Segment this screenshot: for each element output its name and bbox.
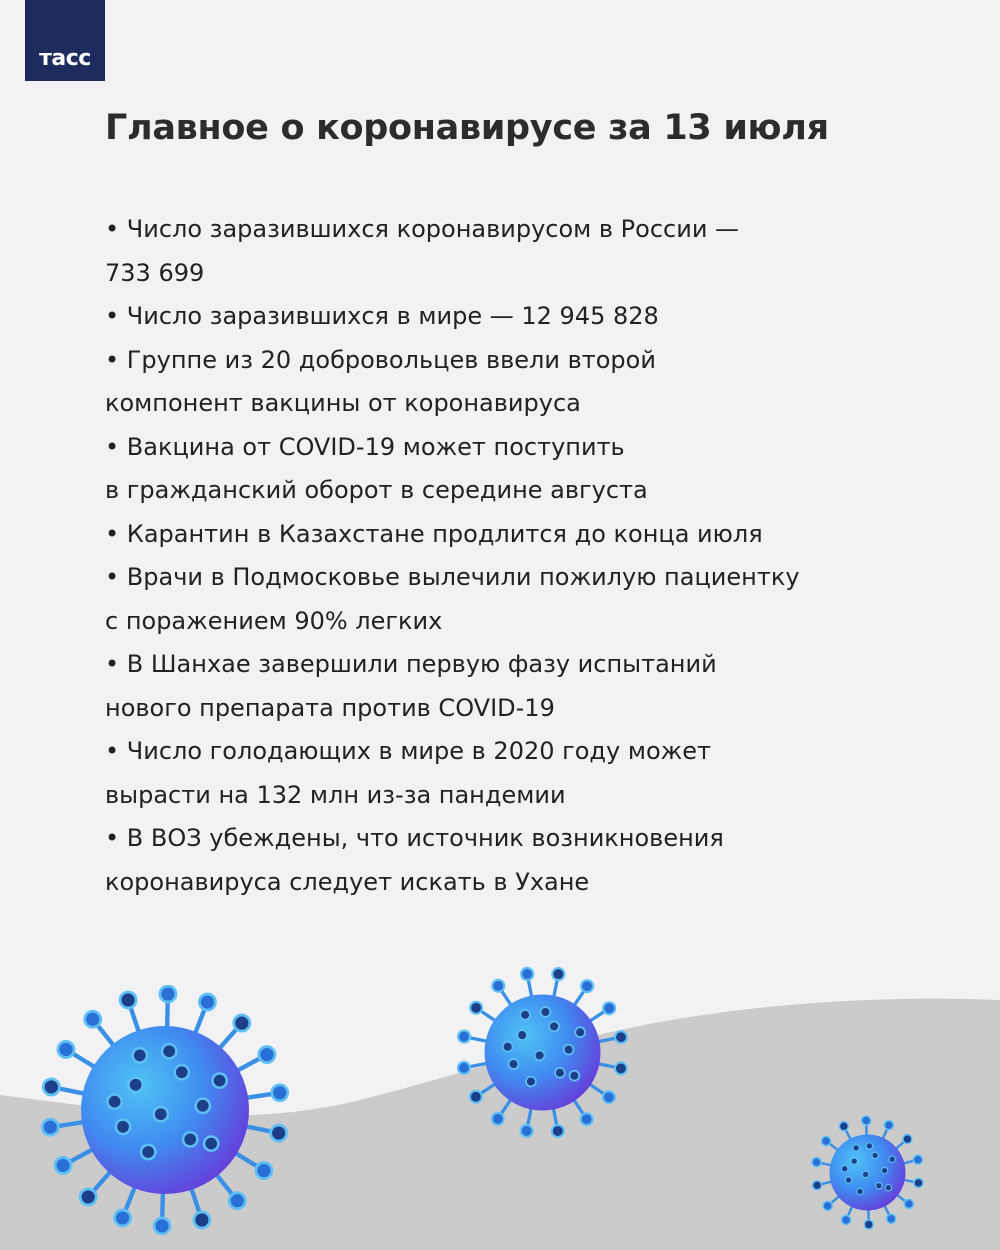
news-item [105, 643, 905, 730]
news-item [105, 426, 905, 513]
news-item-line: • Число голодающих в мире в 2020 году может [105, 737, 711, 765]
news-item-line: • Группе из 20 добровольцев ввели второй [105, 345, 656, 374]
news-item-line: • Вакцина от COVID-19 может поступить [105, 432, 625, 461]
news-item-line: нового препарата против COVID-19 [105, 693, 555, 722]
coronavirus-icon [810, 1115, 925, 1230]
news-item [105, 556, 905, 643]
news-item [105, 817, 905, 904]
news-item-line: • В ВОЗ убеждены, что источник возникновения [105, 824, 724, 852]
news-item-line: • Число заразившихся в мире — 12 945 828 [105, 302, 659, 330]
news-item-line: вырасти на 132 млн из-за пандемии [105, 780, 566, 809]
news-list [105, 208, 905, 904]
news-item-line: • Число заразившихся коронавирусом в России — [105, 215, 740, 243]
tass-logo-text: тасс [39, 46, 91, 71]
news-item [105, 295, 905, 339]
news-item [105, 339, 905, 426]
news-item-line: • Врачи в Подмосковье вылечили пожилую пациентку [105, 563, 800, 591]
news-item-line: 733 699 [105, 258, 205, 287]
coronavirus-icon [40, 985, 290, 1235]
tass-logo [25, 0, 105, 81]
page-title: Главное о коронавирусе за 13 июля [105, 108, 829, 148]
news-item-line: • В Шанхае завершили первую фазу испытаний [105, 650, 717, 678]
news-item-line: • Карантин в Казахстане продлится до конца июля [105, 519, 763, 548]
news-item [105, 208, 905, 295]
news-item [105, 513, 905, 557]
news-item-line: коронавируса следует искать в Ухане [105, 867, 590, 896]
news-item-line: с поражением 90% легких [105, 606, 443, 635]
news-item-line: в гражданский оборот в середине августа [105, 476, 648, 504]
news-item [105, 730, 905, 817]
coronavirus-icon [455, 965, 630, 1140]
news-item-line: компонент вакцины от коронавируса [105, 389, 581, 417]
